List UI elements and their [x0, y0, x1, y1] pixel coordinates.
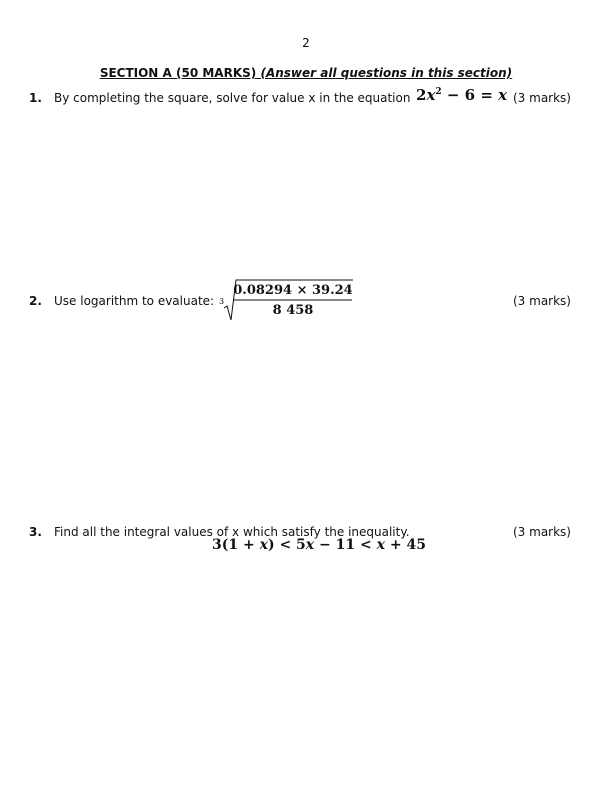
- question-2-marks: (3 marks): [513, 294, 571, 308]
- question-1-marks: (3 marks): [513, 91, 571, 105]
- section-note: (Answer all questions in this section): [260, 66, 513, 80]
- numerator: 0.08294 × 39.24: [233, 283, 353, 298]
- question-1-text: By completing the square, solve for value x in the equation: [54, 91, 411, 105]
- question-2-number: 2.: [29, 294, 42, 308]
- cube-root-expression: [218, 278, 354, 322]
- question-1-number: 1.: [29, 91, 42, 105]
- question-2-text: Use logarithm to evaluate:: [54, 294, 215, 308]
- question-3-text: Find all the integral values of x which satisfy the inequality.: [54, 525, 410, 539]
- denominator: 8 458: [272, 303, 314, 318]
- question-3-number: 3.: [29, 525, 42, 539]
- page-number: 2: [302, 36, 310, 50]
- root-index: 3: [219, 297, 225, 306]
- section-title: SECTION A (50 MARKS): [99, 66, 257, 80]
- question-3-inequality: 3(1 + x) < 5x − 11 < x + 45: [212, 537, 426, 553]
- question-1-equation: $2x^2 - 6 = x$: [416, 86, 508, 104]
- question-3-marks: (3 marks): [513, 525, 571, 539]
- section-heading: [0, 66, 612, 80]
